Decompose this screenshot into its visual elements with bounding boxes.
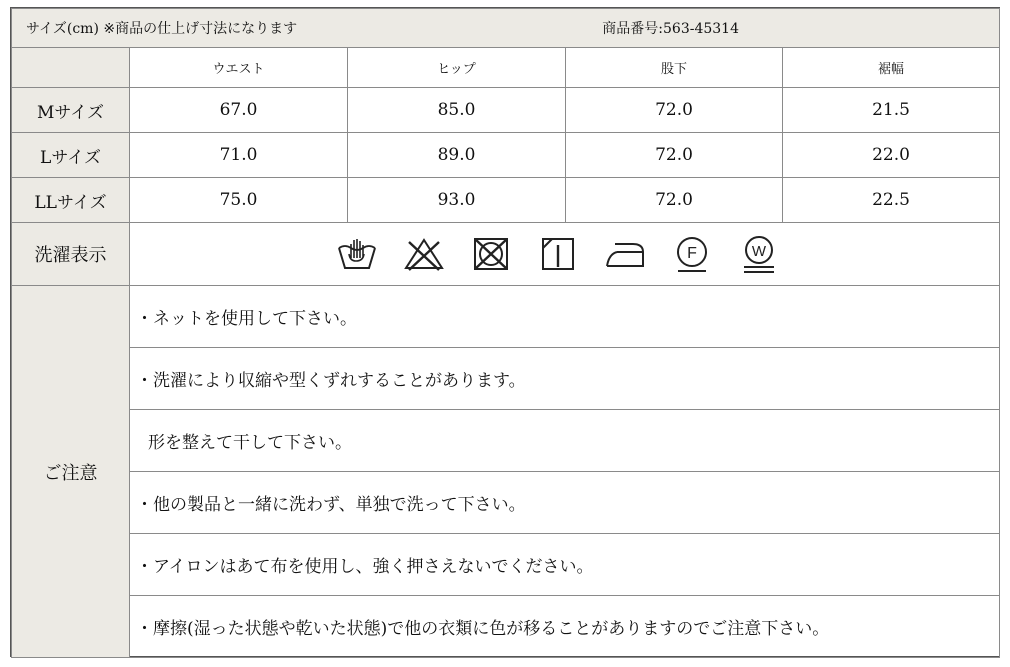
header-row (12, 9, 1000, 48)
size-value: 72.0 (566, 133, 783, 178)
note-row (12, 596, 1000, 658)
svg-text:F: F (687, 245, 697, 262)
note-row (12, 472, 1000, 534)
corner-cell (12, 48, 130, 88)
note-row (12, 410, 1000, 472)
size-row-m (12, 88, 1000, 133)
note-row (12, 286, 1000, 348)
size-value: 21.5 (783, 88, 1000, 133)
column-header-hem-width: 裾幅 (783, 48, 1000, 88)
size-value: 71.0 (130, 133, 348, 178)
size-value: 89.0 (348, 133, 566, 178)
svg-text:W: W (751, 243, 767, 260)
size-label: LLサイズ (12, 178, 130, 223)
product-number: 商品番号:563-45314 (602, 21, 740, 37)
size-value: 75.0 (130, 178, 348, 223)
column-header-inseam: 股下 (566, 48, 783, 88)
note-item: ・他の製品と一緒に洗わず、単独で洗って下さい。 (130, 472, 1000, 534)
chart-title: サイズ(cm) ※商品の仕上げ寸法になります (26, 21, 298, 37)
care-row (12, 223, 1000, 286)
header-cell (12, 9, 1000, 48)
size-label: Mサイズ (12, 88, 130, 133)
size-value: 22.0 (783, 133, 1000, 178)
size-value: 67.0 (130, 88, 348, 133)
note-item: ・洗濯により収縮や型くずれすることがあります。 (130, 348, 1000, 410)
size-value: 93.0 (348, 178, 566, 223)
note-item: ・摩擦(湿った状態や乾いた状態)で他の衣類に色が移ることがありますのでご注意下さい。 (130, 596, 1000, 658)
no-tumble-dry-icon (469, 234, 513, 274)
note-item: ・アイロンはあて布を使用し、強く押さえないでください。 (130, 534, 1000, 596)
note-row (12, 348, 1000, 410)
hand-wash-icon (335, 234, 379, 274)
care-label: 洗濯表示 (12, 223, 130, 286)
iron-low-icon (603, 234, 647, 274)
dry-clean-f-icon (670, 234, 714, 274)
note-item: ・ネットを使用して下さい。 (130, 286, 1000, 348)
column-header-row (12, 48, 1000, 88)
care-icons-cell (130, 223, 1000, 286)
size-label: Lサイズ (12, 133, 130, 178)
line-dry-icon (536, 234, 580, 274)
size-table (11, 8, 1000, 658)
size-value: 72.0 (566, 178, 783, 223)
note-item: 形を整えて干して下さい。 (130, 410, 1000, 472)
size-row-l (12, 133, 1000, 178)
column-header-hip: ヒップ (348, 48, 566, 88)
size-chart-sheet (10, 7, 1000, 657)
size-row-ll (12, 178, 1000, 223)
no-bleach-icon (402, 234, 446, 274)
size-value: 85.0 (348, 88, 566, 133)
size-value: 22.5 (783, 178, 1000, 223)
size-value: 72.0 (566, 88, 783, 133)
notes-label: ご注意 (12, 286, 130, 658)
care-icons (130, 223, 999, 285)
wet-clean-w-icon (737, 234, 781, 274)
note-row (12, 534, 1000, 596)
column-header-waist: ウエスト (130, 48, 348, 88)
